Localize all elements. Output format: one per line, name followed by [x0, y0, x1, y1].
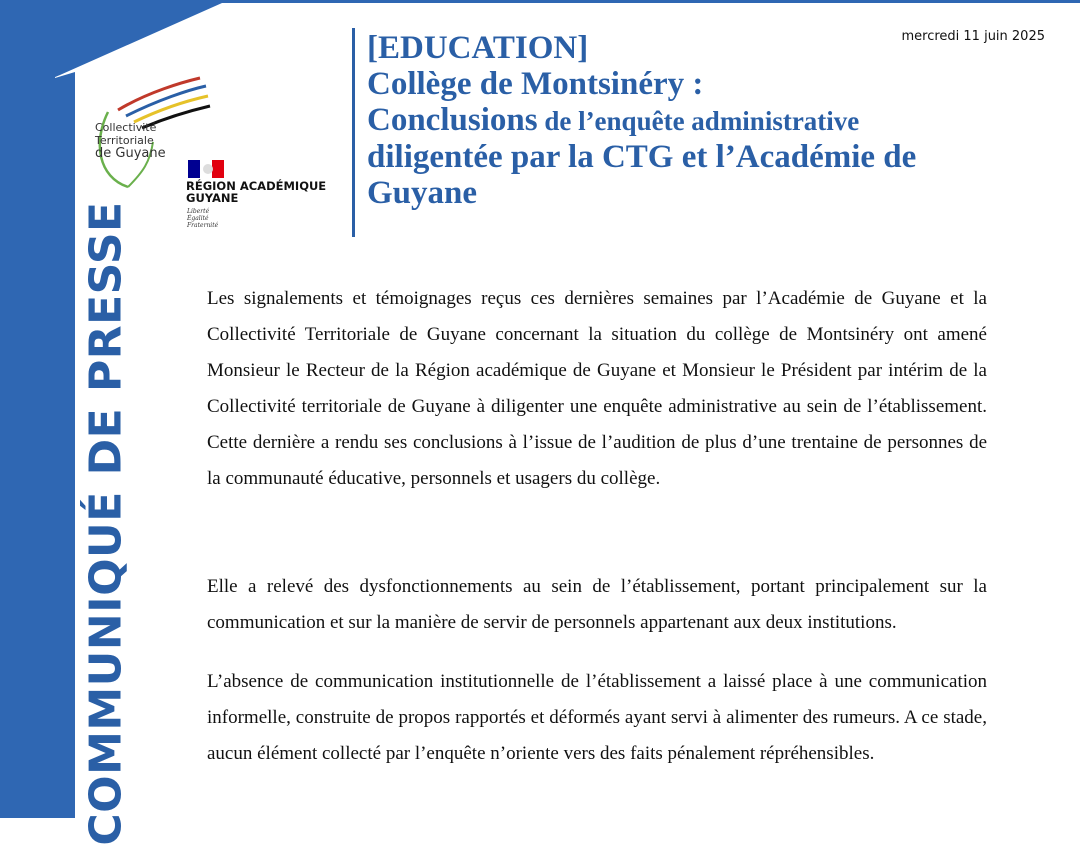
ctg-logo-text: Collectivité Territoriale de Guyane — [95, 121, 166, 161]
body-paragraph-1: Les signalements et témoignages reçus ces dernières semaines par l’Académie de Guyane et la Collectivité Territoriale de Guyane concernant la situation du collège de Montsinéry ont amené Monsieur le Recteur de la Région académique de Guyane et Monsieur le Président par intérim de la Collectivité territoriale de Guyane à diligenter une enquête administrative au sein de l’établissement. Cette dernière a rendu ses conclusions à l’issue de l’audition de plus d’une trentaine de personnes de la communauté éducative, personnels et usagers du collège. — [207, 288, 987, 489]
marianne-logo-icon — [188, 160, 224, 178]
body-paragraph-3: L’absence de communication institutionnelle de l’établissement a laissé place à une communication informelle, construite de propos rapportés et déformés ayant servi à alimenter des rumeurs. A ce stade, aucun élément collecté par l’enquête n’oriente vers des faits pénalement répréhensibles. — [207, 671, 987, 764]
release-date: mercredi 11 juin 2025 — [901, 29, 1045, 44]
body-paragraph-2: Elle a relevé des dysfonctionnements au sein de l’établissement, portant principalement sur la communication et sur la manière de servir de personnels appartenant aux deux institutions. — [207, 576, 987, 633]
region-academique-label: RÉGION ACADÉMIQUE GUYANE — [186, 179, 327, 205]
page-title: [EDUCATION] Collège de Montsinéry : Conclusions de l’enquête administrative diligentée par la CTG et l’Académie de Guyane — [367, 30, 917, 211]
title-divider — [352, 28, 355, 237]
press-release-label: COMMUNIQUÉ DE PRESSE — [80, 200, 132, 845]
republic-motto: Liberté Égalité Fraternité — [187, 208, 219, 229]
